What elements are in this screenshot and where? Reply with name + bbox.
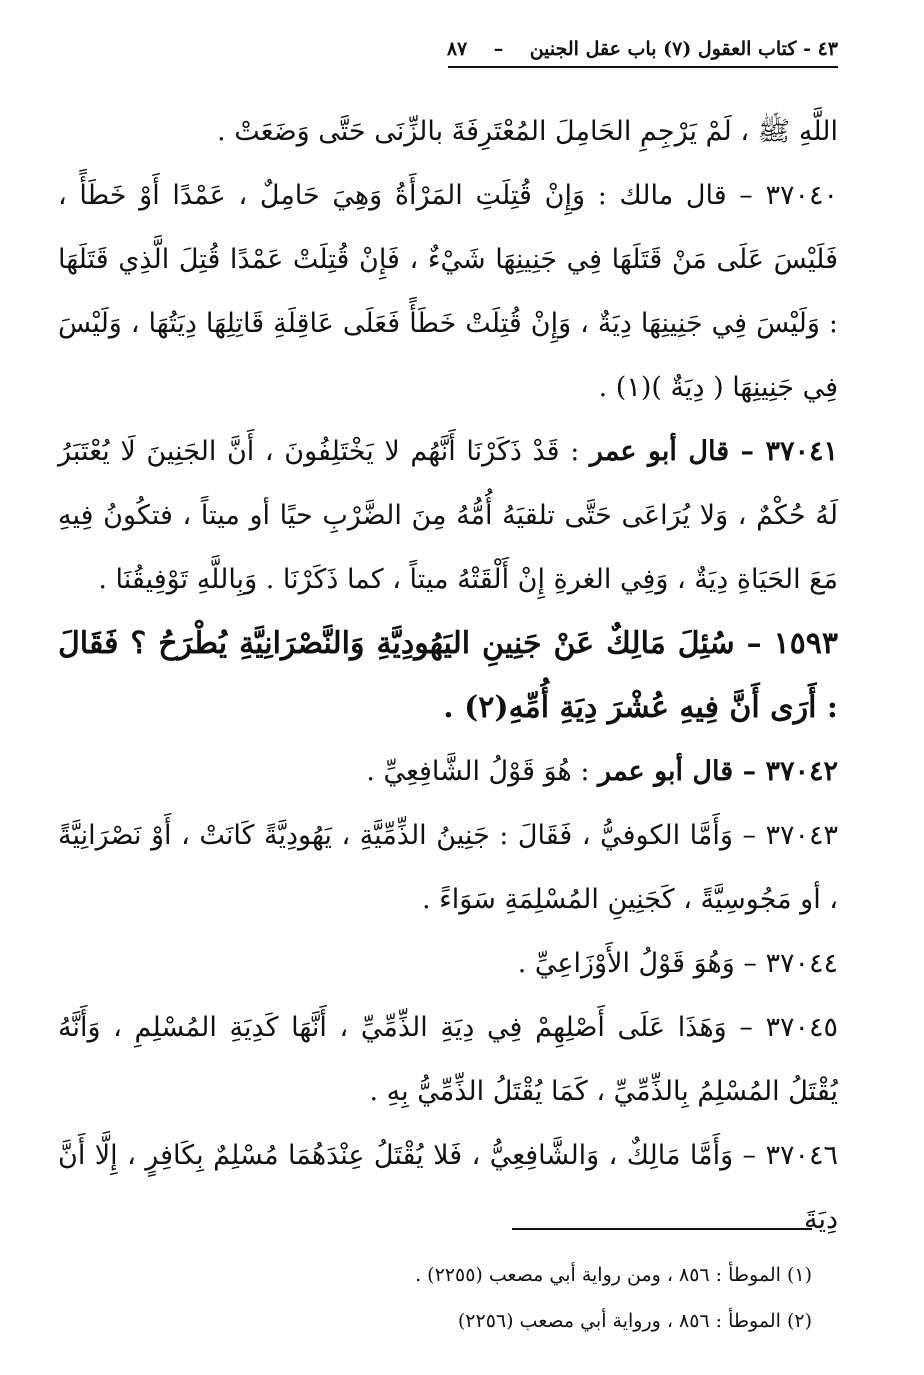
- paragraph: ٣٧٠٤٤ – وَهُوَ قَوْلُ الأَوْزَاعِيِّ .: [517, 948, 838, 979]
- paragraph: ٣٧٠٤٠ – قال مالك : وَإِنْ قُتِلَتِ المَرْأَةُ وَهِيَ حَامِلٌ ، عَمْدًا أَوْ خَطَأً ، فَلَيْسَ عَلَى مَنْ قَتَلَهَا فِي جَنِينِهَا شَيْءٌ ، فَإِنْ قُتِلَتْ عَمْدًا قُتِلَ الَّذِي قَتَلَهَا : وَلَيْسَ فِي جَنِينِهَا دِيَةٌ ، وَإِنْ قُتِلَتْ خَطَأً فَعَلَى عَاقِلَةِ قَاتِلِهَا دِيَتُهَا ، وَلَيْسَ فِي جَنِينِهَا ( دِيَةٌ )(١) .: [58, 180, 838, 403]
- footnote: (٢) الموطأ : ٨٥٦ ، ورواية أبي مصعب (٢٢٥٦): [457, 1310, 812, 1332]
- page-number: ٨٧: [446, 38, 468, 60]
- running-header: ٤٣ - كتاب العقول (٧) باب عقل الجنين – ٨٧: [446, 38, 838, 60]
- paragraph: ٣٧٠٤٥ – وَهَذَا عَلَى أَصْلِهِمْ فِي دِيَةِ الذِّمِّيِّ ، أَنَّهَا كَدِيَةِ المُسْلِمِ ، وَأَنَّهُ يُقْتَلُ المُسْلِمُ بِالذِّمِّيِّ ، كَمَا يُقْتَلُ الذِّمِّيُّ بِهِ .: [58, 1012, 838, 1107]
- chapter-title: ٤٣ - كتاب العقول (٧) باب عقل الجنين: [529, 38, 838, 60]
- paragraph: ٣٧٠٤٦ – وَأَمَّا مَالِكٌ ، وَالشَّافِعِيُّ ، فَلا يُقْتَلُ عِنْدَهُمَا مُسْلِمٌ بِكَافِرٍ ، إِلَّا أَنَّ دِيَةَ: [58, 1140, 838, 1235]
- footnotes: [92, 1252, 812, 1344]
- footnote: (١) الموطأ : ٨٥٦ ، ومن رواية أبي مصعب (٢٢٥٥) .: [415, 1264, 812, 1286]
- paragraph: اللَّهِ ﷺ ، لَمْ يَرْجِمِ الحَامِلَ المُعْتَرِفَةَ بالزِّنَى حَتَّى وَضَعَتْ .: [217, 116, 838, 147]
- header-rule: [448, 66, 838, 68]
- paragraph: ١٥٩٣ – سُئِلَ مَالِكٌ عَنْ جَنِينِ اليَهُودِيَّةِ وَالنَّصْرَانِيَّةِ يُطْرَحُ ؟ فَقَالَ : أَرَى أَنَّ فِيهِ عُشْرَ دِيَةِ أُمِّهِ(٢) .: [58, 626, 838, 725]
- footnote-separator: [512, 1228, 812, 1230]
- paragraph: [58, 420, 838, 612]
- paragraph-lead: ٣٧٠٤٢ – قال أبو عمر: [598, 756, 838, 787]
- main-text: [58, 100, 838, 1252]
- paragraph-body: : قَدْ ذَكَرْنَا أَنَّهُم لا يَخْتَلِفُونَ ، أَنَّ الجَنِينَ لَا يُعْتَبَرُ لَهُ حُكْمٌ ، وَلا يُرَاعَى حَتَّى تلقيَهُ أُمُّهُ مِنَ الضَّرْبِ حيًا أو ميتاً ، فتكُونُ فِيهِ مَعَ الحَيَاةِ دِيَةٌ ، وَفِي الغرةِ إِنْ أَلْقَتْهُ ميتاً ، كما ذَكَرْنَا . وَبِاللَّهِ تَوْفِيقُنَا .: [58, 436, 838, 595]
- paragraph: [58, 740, 838, 804]
- paragraph-lead: ٣٧٠٤١ – قال أبو عمر: [589, 436, 838, 467]
- paragraph: ٣٧٠٤٣ – وَأَمَّا الكوفيُّ ، فَقَالَ : جَنِينُ الذِّمِّيَّةِ ، يَهُودِيَّةً كَانَتْ ، أَوْ نَصْرَانِيَّةً ، أو مَجُوسِيَّةً ، كَجَنِينِ المُسْلِمَةِ سَوَاءً .: [58, 820, 838, 915]
- paragraph-body: : هُوَ قَوْلُ الشَّافِعِيِّ .: [366, 756, 599, 787]
